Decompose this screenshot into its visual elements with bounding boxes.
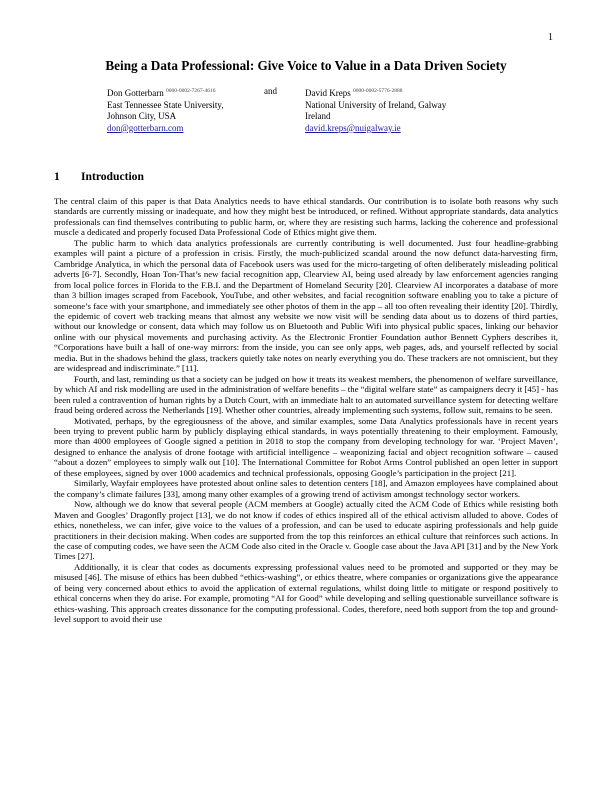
author-2-email-link[interactable]: david.kreps@nuigalway.ie <box>305 122 401 133</box>
author-1-email-link[interactable]: don@gotterbarn.com <box>107 122 184 133</box>
paragraph-5: Similarly, Wayfair employees have protested about online sales to detention centers [18], and Amazon employees have complained about the company’s climate failures [33], among many other examples of a growing trend of activism amongst technology sector workers. <box>54 478 558 499</box>
paragraph-2: The public harm to which data analytics professionals are currently contributing is well documented. Just four headline-grabbing examples will paint a picture of a profession in crisis. Firstly, the much-publicized scandal around the now defunct data-harvesting firm, Cambridge Analytica, in which the personal data of Facebook users was used for the micro-targeting of often deliberately misleading political adverts [6-7]. Secondly, Hoan Ton-That’s new facial recognition app, Clearview AI, being used already by law enforcement agencies ranging from local police forces in Florida to the F.B.I. and the Department of Homeland Security [20]. Clearview AI incorporates a database of more than 3 billion images scraped from Facebook, YouTube, and other websites, and facial recognition software enabling you to take a picture of someone’s face with your smartphone, and immediately see other photos of them in the app – all too often revealing their identity [20]. Thirdly, the epidemic of covert web tracking means that almost any website we now visit will be sending data about us to dozens of third parties, without our knowledge or consent, data which may follow us on Bluetooth and Public Wifi into physical public spaces, linking our behavior online with our physical movements and purchasing activity. As the Electronic Frontier Foundation author Bennett Cyphers describes it, “Corporations have built a hall of one-way mirrors: from the inside, you can see only apps, web pages, ads, and yourself reflected by social media. But in the shadows behind the glass, trackers quietly take notes on nearly everything you do. These trackers are not omniscient, but they are widespread and indiscriminate.” [11]. <box>54 237 558 374</box>
author-1-affiliation: East Tennessee State University, <box>107 99 224 110</box>
body-text <box>54 196 558 625</box>
author-block-1 <box>107 86 224 134</box>
author-1-orcid: 0000-0002-7267-4616 <box>165 88 216 94</box>
author-2-location: Ireland <box>305 111 331 122</box>
paragraph-4: Motivated, perhaps, by the egregiousness of the above, and similar examples, some Data Analytics professionals have in recent years been trying to prevent public harm by publicly displaying ethical standards, in ways potentially threatening to their employment. Famously, more than 4000 employees of Google signed a petition in 2018 to stop the company from developing technology for war. ‘Project Maven’, designed to enhance the analysis of drone footage with artificial intelligence – weaponizing facial and object recognition software – caused “about a dozen” employees to simply walk out [10]. The International Committee for Robot Arms Control published an open letter in support of these employees, signed by over 1000 academics and technical professionals, opposing Google’s participation in the project [21]. <box>54 415 558 478</box>
paper-title: Being a Data Professional: Give Voice to Value in a Data Driven Society <box>105 58 507 73</box>
paragraph-1: The central claim of this paper is that Data Analytics needs to have ethical standards. Our contribution is to isolate both reasons why such standards are currently missing or inadequate, and how they might best be introduced, or refined. Without appropriate standards, data analytics professionals can find themselves contributing to public harm, or, where they are resisting such harms, lacking the coherence and professional muscle a dedicated and properly focused Data Professional Code of Ethics might give them. <box>54 196 558 238</box>
author-2-name: David Kreps <box>305 88 351 98</box>
section-number: 1 <box>54 170 60 183</box>
paragraph-3: Fourth, and last, reminding us that a society can be judged on how it treats its weakest members, the phenomenon of welfare surveillance, by which AI and risk modelling are used in the administration of welfare benefits – the “digital welfare state” as campaigners decry it [45] - has been ruled a contravention of human rights by a Dutch Court, with an immediate halt to an automated surveillance system for detecting welfare fraud being ordered across the Netherlands [19]. Whether other countries, already implementing such systems, follow suit, remains to be seen. <box>54 373 558 416</box>
author-2-orcid: 0000-0002-5776-2888 <box>353 88 403 94</box>
author-2-line <box>305 86 446 100</box>
section-heading <box>54 170 144 183</box>
section-title: Introduction <box>81 170 144 183</box>
author-block-2 <box>305 86 446 134</box>
page-number: 1 <box>548 32 553 43</box>
author-1-line <box>107 86 224 100</box>
author-1-location: Johnson City, USA <box>107 111 177 122</box>
paragraph-6: Now, although we do know that several people (ACM members at Google) actually cited the ACM Code of Ethics while resisting both Maven and Googles’ Dragonfly project [13], we do not know if codes of ethics inspired all of the ethical activism alluded to above. Codes of ethics, nonetheless, we can infer, give voice to the values of a profession, and can be used to educate aspiring professionals and help guide practitioners in their decision making. When codes are supported from the top this reinforces an ethical culture that reinforces such actions. In the case of computing codes, we have seen the ACM Code also cited in the Oracle v. Google case about the Java API [31] and by the New York Times [27]. <box>54 499 558 562</box>
paragraph-7: Additionally, it is clear that codes as documents expressing professional values need to be promoted and supported or they may be misused [46]. The misuse of ethics has been dubbed “ethics-washing”, or ethics theatre, where companies or organizations give the appearance of being very concerned about ethics to avoid the application of external regulations, whilst doing little to mitigate or respond positively to ethical concerns when they do arise. For example, promoting “AI for Good” while developing and selling questionable surveillance software is ethics-washing. This approach creates dissonance for the computing professional. Codes, therefore, need both support from the top and ground-level support to avoid their use <box>54 561 558 625</box>
author-2-affiliation: National University of Ireland, Galway <box>305 99 447 110</box>
author-1-name: Don Gotterbarn <box>107 88 164 98</box>
author-separator: and <box>264 86 277 96</box>
